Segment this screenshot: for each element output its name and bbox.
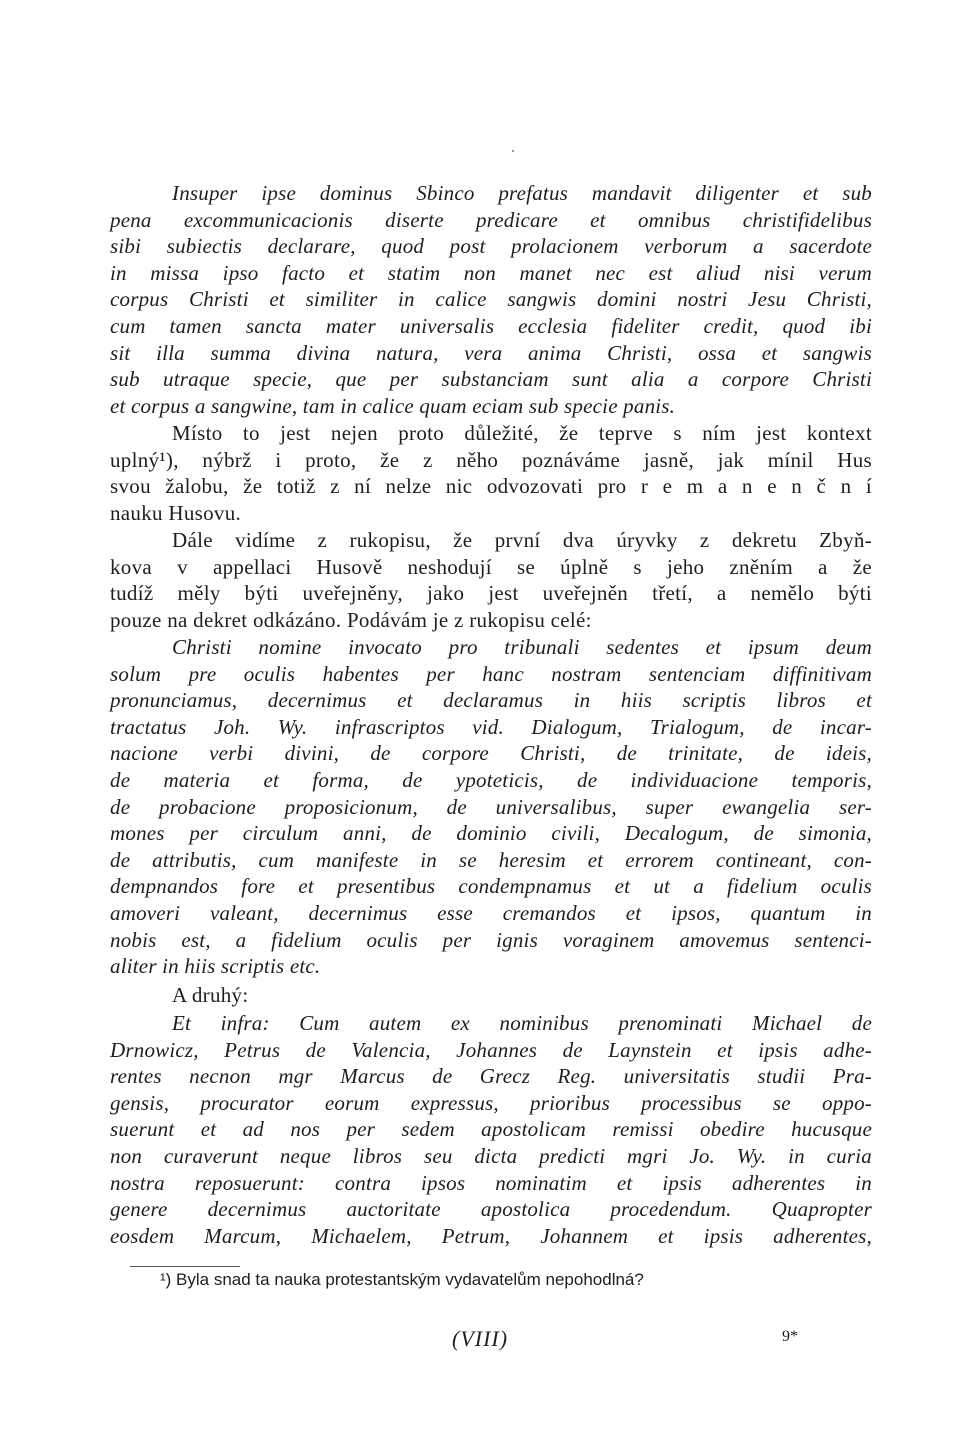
text-line: gensis, procurator eorum expressus, prioribus processibus se oppo-	[110, 1090, 872, 1115]
print-speck	[512, 150, 514, 152]
text-line: uplný¹), nýbrž i proto, že z něho poznáváme jasně, jak mínil Hus	[110, 447, 872, 472]
page-number: 9*	[782, 1328, 798, 1345]
latin-quotation-2	[110, 1010, 872, 1249]
text-line: eosdem Marcum, Michaelem, Petrum, Johannem et ipsis adherentes,	[110, 1223, 872, 1248]
text-line: tractatus Joh. Wy. infrascriptos vid. Dialogum, Trialogum, de incar-	[110, 714, 872, 739]
text-line: Christi nomine invocato pro tribunali sedentes et ipsum deum	[172, 635, 872, 659]
text-line: kova v appellaci Husově neshodují se úplně s jeho zněním a že	[110, 554, 872, 579]
text-line: svou žalobu, že totiž z ní nelze nic odvozovati pro r e m a n e n č n í	[110, 474, 872, 499]
text-line: corpus Christi et similiter in calice sangwis domini nostri Jesu Christi,	[110, 287, 872, 312]
text-line: pouze na dekret odkázáno. Podávám je z rukopisu celé:	[110, 607, 592, 632]
text-line: genere decernimus auctoritate apostolica procedendum. Quapropter	[110, 1197, 872, 1222]
text-line: et corpus a sangwine, tam in calice quam eciam sub specie panis.	[110, 393, 676, 418]
czech-paragraph-2	[110, 527, 872, 633]
text-line: rentes necnon mgr Marcus de Grecz Reg. universitatis studii Pra-	[110, 1064, 872, 1089]
text-line: tudíž měly býti uveřejněny, jako jest uveřejněn třetí, a nemělo býti	[110, 581, 872, 606]
text-line: de probacione proposicionum, de universalibus, super ewangelia ser-	[110, 794, 872, 819]
czech-paragraph-3	[110, 982, 872, 1009]
text-line: de attributis, cum manifeste in se heresim et errorem contineant, con-	[110, 847, 872, 872]
text-line: pronunciamus, decernimus et declaramus in hiis scriptis libros et	[110, 688, 872, 713]
text-line: nacione verbi divini, de corpore Christi, de trinitate, de ideis,	[110, 741, 872, 766]
text-line: de materia et forma, de ypoteticis, de individuacione temporis,	[110, 767, 872, 792]
text-line: amoveri valeant, decernimus esse cremandos et ipsos, quantum in	[110, 900, 872, 925]
text-line: A druhý:	[172, 983, 249, 1007]
text-line: Et infra: Cum autem ex nominibus prenominati Michael de	[172, 1011, 872, 1035]
latin-quotation-1	[110, 634, 872, 980]
text-line: aliter in hiis scriptis etc.	[110, 954, 321, 979]
text-line: non curaverunt neque libros seu dicta predicti mgri Jo. Wy. in curia	[110, 1143, 872, 1168]
text-line: solum pre oculis habentes per hanc nostram sentenciam diffinitivam	[110, 661, 872, 686]
text-line: mones per circulum anni, de dominio civili, Decalogum, de simonia,	[110, 821, 872, 846]
text-line: cum tamen sancta mater universalis ecclesia fideliter credit, quod ibi	[110, 313, 872, 338]
text-line: suerunt et ad nos per sedem apostolicam remissi obedire hucusque	[110, 1117, 872, 1142]
text-line: Místo to jest nejen proto důležité, že teprve s ním jest kontext	[172, 421, 872, 445]
footnote-divider	[130, 1266, 240, 1267]
text-line: nobis est, a fidelium oculis per ignis voraginem amovemus sentenci-	[110, 927, 872, 952]
text-line: Insuper ipse dominus Sbinco prefatus mandavit diligenter et sub	[172, 181, 872, 205]
text-line: pena excommunicacionis diserte predicare et omnibus christifidelibus	[110, 207, 872, 232]
text-line: sit illa summa divina natura, vera anima Christi, ossa et sangwis	[110, 340, 872, 365]
text-line: Drnowicz, Petrus de Valencia, Johannes de Laynstein et ipsis adhe-	[110, 1037, 872, 1062]
printer-signature-mark: (VIII)	[452, 1326, 509, 1351]
text-line: sibi subiectis declarare, quod post prolacionem verborum a sacerdote	[110, 234, 872, 259]
text-line: sub utraque specie, que per substanciam sunt alia a corpore Christi	[110, 367, 872, 392]
text-line: Dále vidíme z rukopisu, že první dva úryvky z dekretu Zbyň-	[172, 528, 872, 552]
latin-paragraph-1	[110, 180, 872, 419]
text-line: nostra reposuerunt: contra ipsos nominatim et ipsis adherentes in	[110, 1170, 872, 1195]
czech-paragraph-1	[110, 420, 872, 526]
footnote: ¹) Byla snad ta nauka protestantským vydavatelům nepohodlná?	[160, 1270, 644, 1289]
text-line: dempnandos fore et presentibus condempnamus et ut a fidelium oculis	[110, 874, 872, 899]
text-line: in missa ipso facto et statim non manet nec est aliud nisi verum	[110, 260, 872, 285]
text-line: nauku Husovu.	[110, 500, 242, 525]
